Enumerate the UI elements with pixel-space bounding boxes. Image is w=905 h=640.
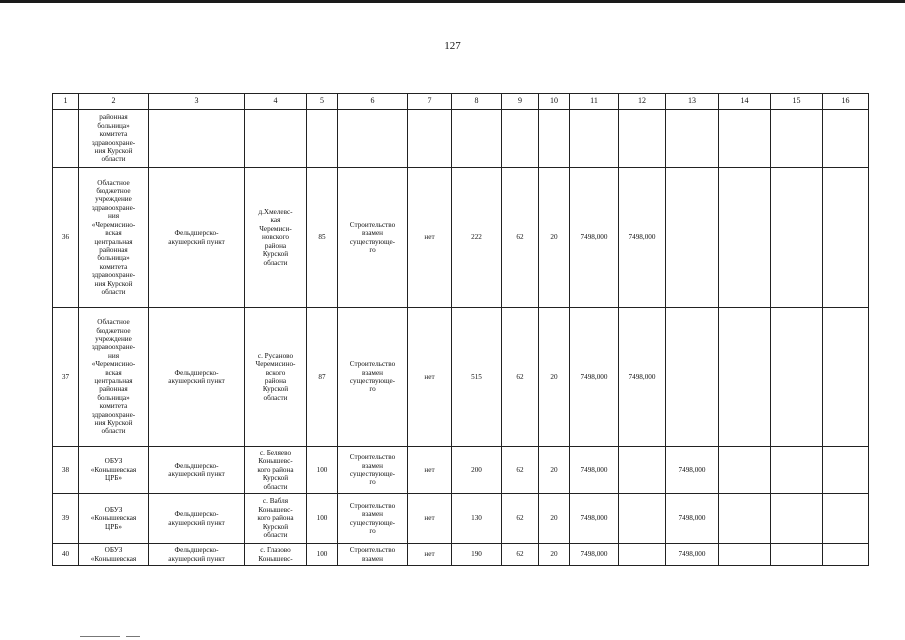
cell-location (245, 308, 307, 447)
cell-empty (539, 110, 570, 168)
cell-line: Курской (262, 385, 289, 394)
table-row (53, 308, 869, 447)
cell-line: Конышевс- (258, 505, 293, 514)
cell-col-15 (771, 447, 823, 494)
cell-col-16 (823, 494, 869, 544)
cell-line: районная (99, 385, 128, 394)
cell-col-11: 7498,000 (570, 494, 619, 544)
cell-col-7: нет (408, 447, 452, 494)
cell-col-9: 62 (502, 308, 539, 447)
cell-col-15 (771, 494, 823, 544)
cell-col-14 (719, 544, 771, 566)
column-number-8: 8 (452, 94, 502, 110)
cell-line: вского (265, 368, 286, 377)
column-number-7: 7 (408, 94, 452, 110)
cell-empty (338, 110, 408, 168)
cell-line: района (264, 377, 287, 385)
cell-line: акушерский пункт (168, 237, 225, 246)
cell-col-7: нет (408, 308, 452, 447)
cell-line: новского (261, 233, 290, 242)
cell-line: комитета (99, 402, 128, 411)
table-row (53, 544, 869, 566)
cell-col-10: 20 (539, 308, 570, 447)
cell-col-15 (771, 168, 823, 308)
cell-line: центральная (94, 237, 133, 246)
cell-line: учреждение (95, 334, 132, 343)
edge-mark (80, 636, 120, 637)
cell-no: 40 (53, 544, 79, 566)
cell-col-8: 130 (452, 494, 502, 544)
cell-line: с. Вабля (262, 497, 289, 506)
cell-empty (452, 110, 502, 168)
cell-line: существующе- (349, 377, 396, 385)
cell-line: Фельдшерско- (174, 229, 219, 238)
cell-line: области (263, 482, 288, 491)
cell-line: ния (108, 212, 119, 221)
cell-line: Областное (97, 318, 130, 327)
cell-line: д.Хмелевс- (258, 208, 293, 217)
cell-object (149, 494, 245, 544)
cell-no: 37 (53, 308, 79, 447)
table-row (53, 494, 869, 544)
cell-empty (619, 110, 666, 168)
cell-line: Черемисино- (255, 360, 296, 369)
cell-col-8: 190 (452, 544, 502, 566)
cell-line: взамен (361, 510, 383, 519)
cell-line: го (369, 526, 376, 535)
cell-col-10: 20 (539, 168, 570, 308)
cell-object (149, 447, 245, 494)
cell-line: существующе- (349, 470, 396, 478)
column-number-2: 2 (79, 94, 149, 110)
cell-col-12: 7498,000 (619, 168, 666, 308)
cell-line: области (263, 393, 288, 402)
column-number-3: 3 (149, 94, 245, 110)
cell-line: взамен (361, 554, 383, 563)
cell-col-8: 515 (452, 308, 502, 447)
cell-organization (79, 110, 149, 168)
cell-line: Строительство (349, 453, 396, 462)
cell-col-10: 20 (539, 447, 570, 494)
cell-line: области (101, 155, 126, 164)
cell-no (53, 110, 79, 168)
cell-line: существующе- (349, 237, 396, 246)
edge-mark (126, 636, 140, 637)
cell-col-12 (619, 494, 666, 544)
cell-no: 38 (53, 447, 79, 494)
cell-location (245, 544, 307, 566)
cell-work-type (338, 168, 408, 308)
table-row (53, 447, 869, 494)
cell-no: 36 (53, 168, 79, 308)
column-number-5: 5 (307, 94, 338, 110)
cell-line: существующе- (349, 518, 396, 527)
cell-empty (823, 110, 869, 168)
cell-col-8: 200 (452, 447, 502, 494)
continuation-row (53, 110, 869, 168)
cell-col-5: 100 (307, 544, 338, 566)
cell-line: Конышевс- (258, 554, 293, 563)
cell-line: акушерский пункт (168, 554, 225, 563)
cell-line: го (369, 478, 376, 487)
cell-organization (79, 494, 149, 544)
cell-col-9: 62 (502, 494, 539, 544)
column-number-13: 13 (666, 94, 719, 110)
cell-line: го (369, 245, 376, 254)
cell-line: Курской (262, 522, 289, 531)
cell-line: го (369, 385, 376, 394)
cell-col-13: 7498,000 (666, 447, 719, 494)
cell-col-11: 7498,000 (570, 168, 619, 308)
cell-object (149, 544, 245, 566)
cell-line: здравоохране- (91, 271, 136, 280)
cell-col-14 (719, 308, 771, 447)
cell-col-5: 85 (307, 168, 338, 308)
cell-empty (408, 110, 452, 168)
cell-line: Курской (262, 474, 289, 483)
cell-line: комитета (99, 262, 128, 271)
cell-col-11: 7498,000 (570, 308, 619, 447)
cell-col-12 (619, 447, 666, 494)
cell-col-11: 7498,000 (570, 447, 619, 494)
column-number-9: 9 (502, 94, 539, 110)
cell-work-type (338, 544, 408, 566)
facilities-table (52, 93, 869, 566)
cell-line: Строительство (349, 501, 396, 510)
cell-col-16 (823, 308, 869, 447)
cell-line: бюджетное (96, 326, 131, 335)
cell-col-5: 87 (307, 308, 338, 447)
cell-line: Фельдшерско- (174, 510, 219, 519)
cell-empty (245, 110, 307, 168)
column-number-1: 1 (53, 94, 79, 110)
cell-col-10: 20 (539, 544, 570, 566)
cell-line: ОБУЗ (104, 505, 123, 514)
cell-col-13: 7498,000 (666, 494, 719, 544)
column-number-11: 11 (570, 94, 619, 110)
cell-col-12: 7498,000 (619, 308, 666, 447)
cell-line: с. Беляево (259, 448, 292, 457)
cell-line: здравоохране- (91, 138, 136, 147)
cell-col-14 (719, 494, 771, 544)
cell-object (149, 168, 245, 308)
table-row (53, 168, 869, 308)
cell-empty (570, 110, 619, 168)
cell-col-11: 7498,000 (570, 544, 619, 566)
cell-work-type (338, 308, 408, 447)
cell-empty (149, 110, 245, 168)
cell-line: области (101, 427, 126, 436)
cell-empty (502, 110, 539, 168)
column-number-15: 15 (771, 94, 823, 110)
cell-line: больница» (97, 121, 130, 130)
cell-empty (719, 110, 771, 168)
cell-empty (307, 110, 338, 168)
column-number-14: 14 (719, 94, 771, 110)
column-number-4: 4 (245, 94, 307, 110)
cell-line: района (264, 241, 287, 250)
cell-organization (79, 168, 149, 308)
column-number-6: 6 (338, 94, 408, 110)
cell-line: ния (108, 351, 119, 360)
cell-line: области (263, 531, 288, 540)
cell-line: «Черемисино- (91, 360, 136, 369)
cell-line: Строительство (349, 360, 396, 369)
cell-col-5: 100 (307, 494, 338, 544)
cell-line: ОБУЗ (104, 546, 123, 555)
cell-col-14 (719, 447, 771, 494)
cell-object (149, 308, 245, 447)
cell-col-7: нет (408, 168, 452, 308)
cell-line: акушерский пункт (168, 518, 225, 527)
cell-col-16 (823, 447, 869, 494)
cell-line: ОБУЗ (104, 457, 123, 466)
cell-line: ния Курской (94, 279, 133, 288)
cell-line: здравоохране- (91, 203, 136, 212)
cell-organization (79, 447, 149, 494)
cell-col-14 (719, 168, 771, 308)
cell-col-13 (666, 308, 719, 447)
cell-work-type (338, 447, 408, 494)
column-number-row (53, 94, 869, 110)
cell-empty (771, 110, 823, 168)
cell-col-10: 20 (539, 494, 570, 544)
cell-line: взамен (361, 461, 383, 470)
cell-organization (79, 308, 149, 447)
cell-line: комитета (99, 130, 128, 139)
cell-col-15 (771, 544, 823, 566)
cell-line: взамен (361, 368, 383, 377)
cell-no: 39 (53, 494, 79, 544)
cell-line: акушерский пункт (168, 470, 225, 478)
cell-organization (79, 544, 149, 566)
cell-col-13 (666, 168, 719, 308)
cell-line: области (263, 258, 288, 267)
cell-col-9: 62 (502, 447, 539, 494)
cell-line: Фельдшерско- (174, 461, 219, 470)
cell-line: Строительство (349, 546, 396, 555)
cell-line: ЦРБ» (105, 522, 122, 531)
cell-line: ния Курской (94, 146, 133, 155)
cell-line: здравоохране- (91, 410, 136, 419)
cell-line: больница» (97, 254, 130, 263)
cell-line: районная (99, 113, 128, 122)
cell-line: ния Курской (94, 419, 133, 428)
cell-line: Черемиси- (259, 224, 292, 233)
cell-col-7: нет (408, 494, 452, 544)
cell-col-15 (771, 308, 823, 447)
cell-line: Фельдшерско- (174, 546, 219, 555)
cell-col-9: 62 (502, 544, 539, 566)
cell-line: бюджетное (96, 187, 131, 196)
cell-line: ЦРБ» (105, 474, 122, 483)
column-number-10: 10 (539, 94, 570, 110)
cell-line: Фельдшерско- (174, 368, 219, 377)
cell-line: кого района (257, 465, 294, 474)
cell-line: «Конышевская (90, 514, 137, 523)
cell-line: «Конышевская (90, 465, 137, 474)
cell-line: Областное (97, 178, 130, 187)
cell-location (245, 494, 307, 544)
cell-line: больница» (97, 393, 130, 402)
cell-work-type (338, 494, 408, 544)
cell-line: акушерский пункт (168, 377, 225, 385)
cell-line: районная (99, 245, 128, 254)
page-number: 127 (444, 40, 461, 52)
cell-location (245, 168, 307, 308)
cell-line: здравоохране- (91, 343, 136, 352)
cell-line: Конышевс- (258, 457, 293, 466)
cell-line: вская (105, 229, 122, 238)
cell-col-16 (823, 544, 869, 566)
cell-col-13: 7498,000 (666, 544, 719, 566)
cell-line: с. Русаново (257, 351, 294, 360)
cell-line: Курской (262, 250, 289, 259)
top-border-line (0, 0, 905, 3)
cell-col-8: 222 (452, 168, 502, 308)
cell-line: центральная (94, 377, 133, 385)
cell-line: учреждение (95, 195, 132, 204)
cell-line: с. Глазово (260, 546, 291, 555)
cell-col-7: нет (408, 544, 452, 566)
column-number-16: 16 (823, 94, 869, 110)
cell-col-9: 62 (502, 168, 539, 308)
cell-col-12 (619, 544, 666, 566)
cell-line: кая (270, 216, 281, 225)
cell-line: кого района (257, 514, 294, 523)
column-number-12: 12 (619, 94, 666, 110)
cell-line: области (101, 287, 126, 296)
cell-line: «Черемисино- (91, 220, 136, 229)
cell-location (245, 447, 307, 494)
cell-line: взамен (361, 229, 383, 238)
cell-line: Строительство (349, 220, 396, 229)
cell-col-16 (823, 168, 869, 308)
cell-col-5: 100 (307, 447, 338, 494)
cell-empty (666, 110, 719, 168)
cell-line: вская (105, 368, 122, 377)
cell-line: «Конышевская (90, 554, 137, 563)
